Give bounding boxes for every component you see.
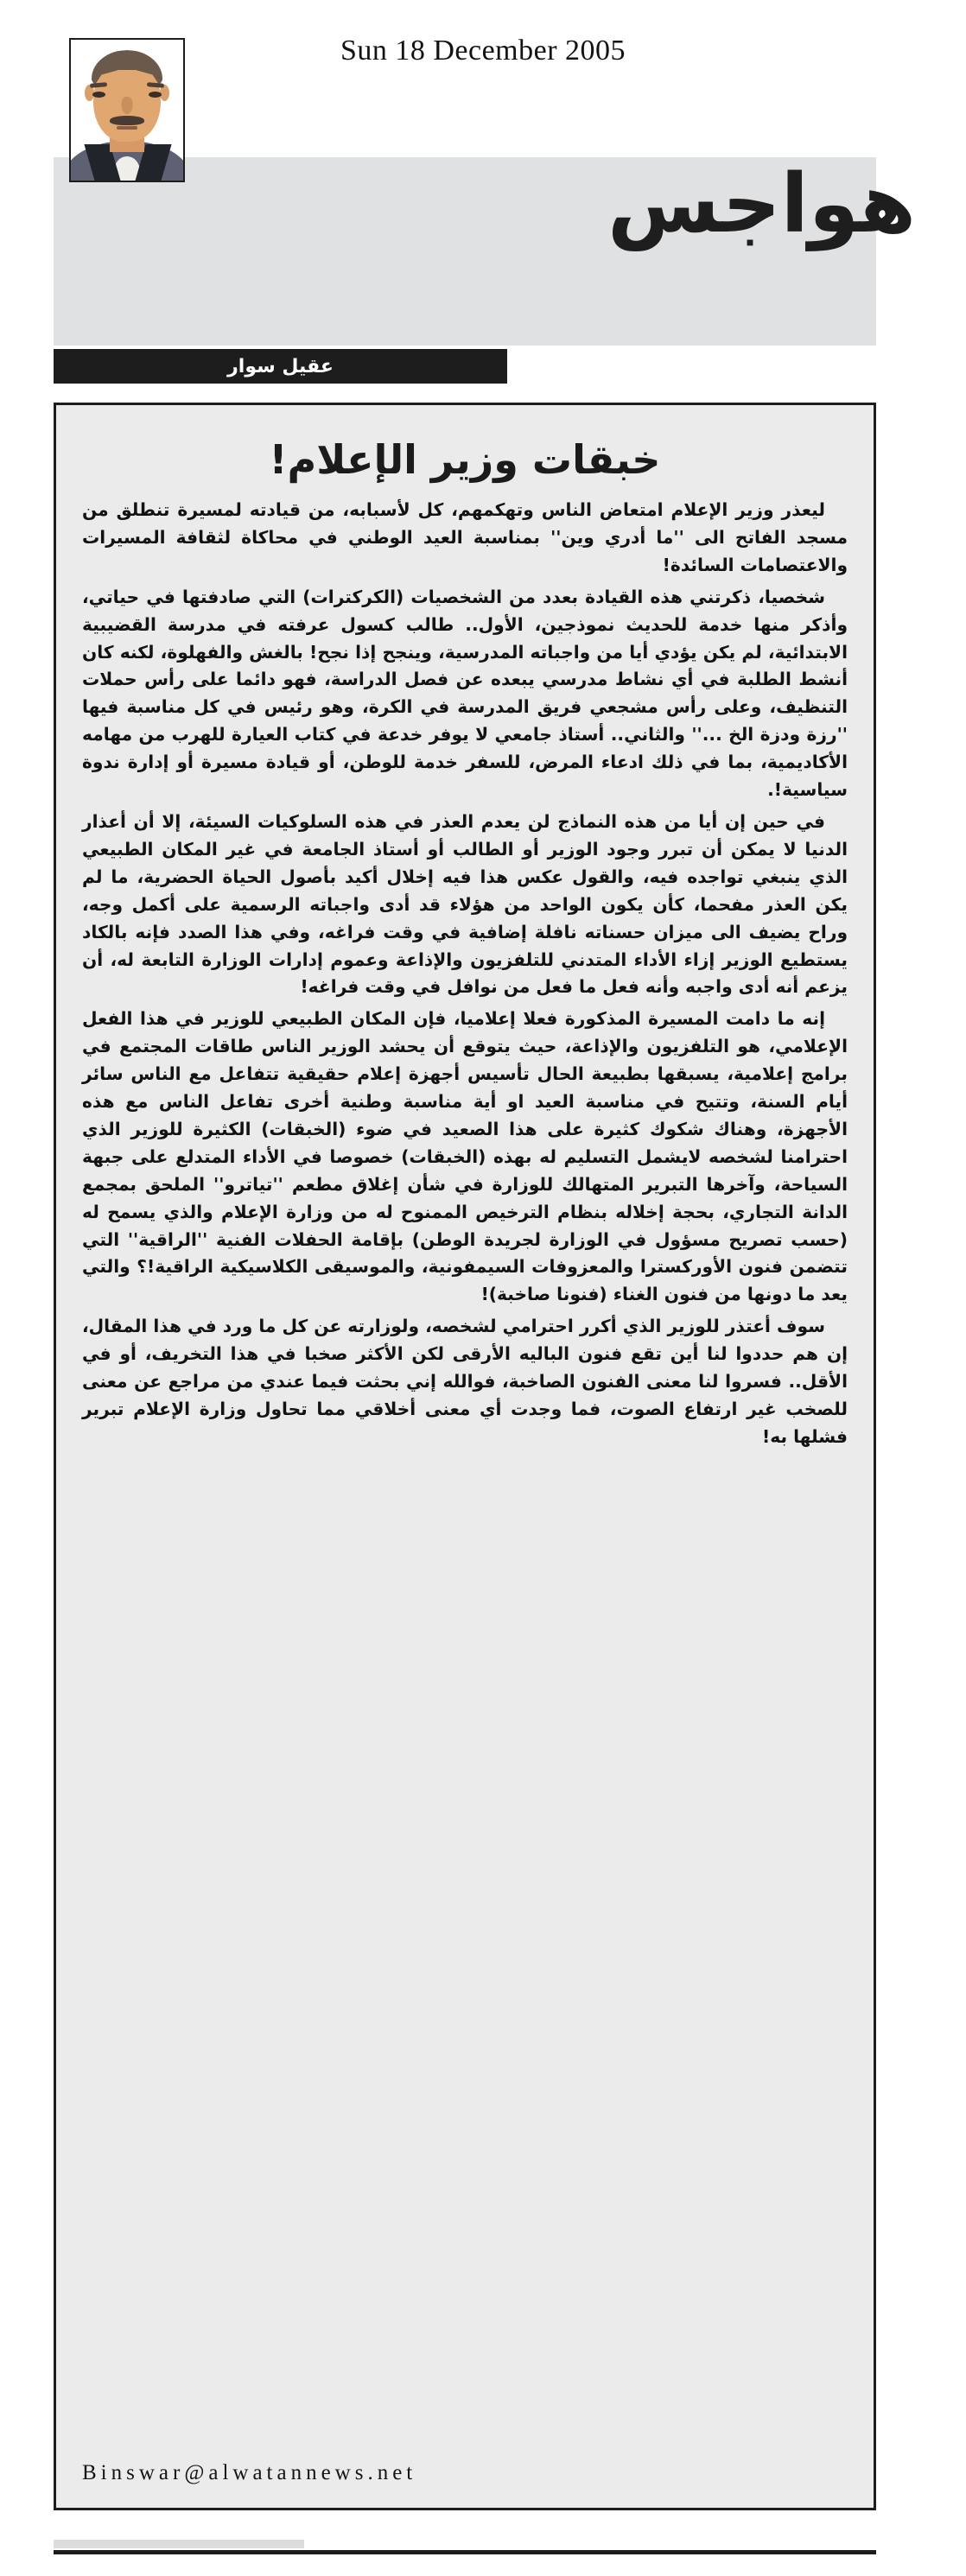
author-email-link[interactable]: Binswar@alwatannews.net (82, 2461, 417, 2484)
column-logo-title: هواجس (607, 157, 916, 251)
portrait-moustache (110, 116, 144, 125)
article-paragraph: شخصيا، ذكرتني هذه القيادة بعدد من الشخصيات (الكركترات) التي صادفتها في حياتي، وأذكر منها خدمة للحديث نموذجين، الأول.. طالب كسول عرفته في مدرسة القضيبية الابتدائية، لم يكن يؤدي أيا من واجباته المدرسية، وينجح إذا نجح! بالغش والفهلوة، لكنه كان أنشط الطلبة في أي نشاط مدرسي يبعده عن فصل الدراسة، فهو دائما على رأس حملات التنظيف، وعلى رأس مشجعي فريق المدرسة في الكرة، وهو رئيس في كل مناسبة فيها ''رزة ودزة الخ ...'' والثاني.. أستاذ جامعي لا يوفر خدعة في كتاب العيارة للهرب من مهامه الأكاديمية، بما في ذلك ادعاء المرض، للسفر خدمة للوطن، أو قيادة مسيرة أو إدارة ندوة سياسية!. (82, 586, 848, 801)
portrait-nose (122, 97, 133, 114)
article-paragraph: في حين إن أيا من هذه النماذج لن يعدم العذر في هذه السلوكيات السيئة، إلا أن أعذار الدنيا لا يمكن أن تبرر وجود الوزير أو الطالب أو أستاذ الجامعة في غير المكان الطبيعي الذي ينبغي تواجده فيه، والقول عكس هذا فيه إخلال أكيد بأصول الحياة الحضرية، ما لم يكن العذر مفحما، كأن يكون الواحد من هؤلاء قد أدى واجباته الرسمية على أكمل وجه، وراح يضيف الى ميزان حسناته نافلة إضافية في وقت فراغه، وفي هذا الصدد فإنه بالكاد يستطيع الوزير إزاء الأداء المتدني للتلفزيون والإذاعة وعموم إدارات الوزارة التابعة له، أن يزعم أنه أدى واجبه وأنه فعل ما فعل من نوافل في وقت فراغه! (82, 810, 848, 998)
portrait-eye-right (149, 92, 162, 98)
article-paragraph: إنه ما دامت المسيرة المذكورة فعلا إعلاميا، فإن المكان الطبيعي للوزير في هذا الفعل الإعلامي، هو التلفزيون والإذاعة، حيث يتوقع أن يحشد الوزير الناس طاقات المجتمع في برامج إعلامية، يسبقها بطبيعة الحال تأسيس أجهزة إعلام حقيقية تتفاعل مع الناس سائر أيام السنة، وتتيح في مناسبة العيد او أية مناسبة وطنية أخرى تفاعل الناس مع هذه الأجهزة، وهناك شكوك كثيرة على هذا الصعيد في ضوء (الخبقات) الكثيرة للوزير الذي احترامنا لشخصه لايشمل التسليم له بهذه (الخبقات) خصوصا في الأداء المتدلع على جبهة السياحة، وآخرها التبرير المتهالك للوزارة في شأن إغلاق مطعم ''تياترو'' الملحق بمجمع الدانة التجاري، بحجة إخلاله بنظام الترخيص الممنوح له من وزارة الإعلام والذي يسمح له (حسب تصريح مسؤول في الوزارة لجريدة الوطن) بإقامة الحفلات الفنية ''الراقية'' التي تتضمن فنون الأوركسترا والمعزوفات السيمفونية، والموسيقى الكلاسيكية الراقية!؟ والتي يعد ما دونها من فنون الغناء (فنونا صاخبة)! (82, 1008, 848, 1305)
article-container (54, 403, 876, 2510)
author-name: عقيل سوار (227, 355, 334, 378)
article-body (82, 497, 848, 1451)
bottom-rule-tail (54, 2540, 304, 2548)
portrait-mouth (117, 126, 137, 130)
portrait-eye-left (92, 92, 105, 98)
article-headline: خبقات وزير الإعلام! (269, 436, 661, 483)
bottom-rule (54, 2550, 876, 2554)
article-paragraph: ليعذر وزير الإعلام امتعاض الناس وتهكمهم، كل لأسبابه، من قيادته لمسيرة تنطلق من مسجد الفاتح الى ''ما أدري وين'' بمناسبة العيد الوطني في محاكاة لثقافة المسيرات والاعتصامات السائدة! (82, 499, 848, 575)
article-paragraph: سوف أعتذر للوزير الذي أكرر احترامي لشخصه، ولوزارته عن كل ما ورد في هذا المقال، إن هم حددوا لنا أين تقع فنون الباليه الأرقى لكن الأكثر صخبا في هذا التخريف، أو في الأقل.. فسروا لنا معنى الفنون الصاخبة، فوالله إني بحثت فيما عندي من مراجع عن معنى للصخب غير ارتفاع الصوت، فما وجدت أي معنى أخلاقي مما تحاول وزارة الإعلام تبرير فشلها به! (82, 1316, 848, 1447)
publication-date: Sun 18 December 2005 (340, 35, 626, 67)
byline-bar (54, 349, 507, 384)
masthead (0, 0, 966, 380)
